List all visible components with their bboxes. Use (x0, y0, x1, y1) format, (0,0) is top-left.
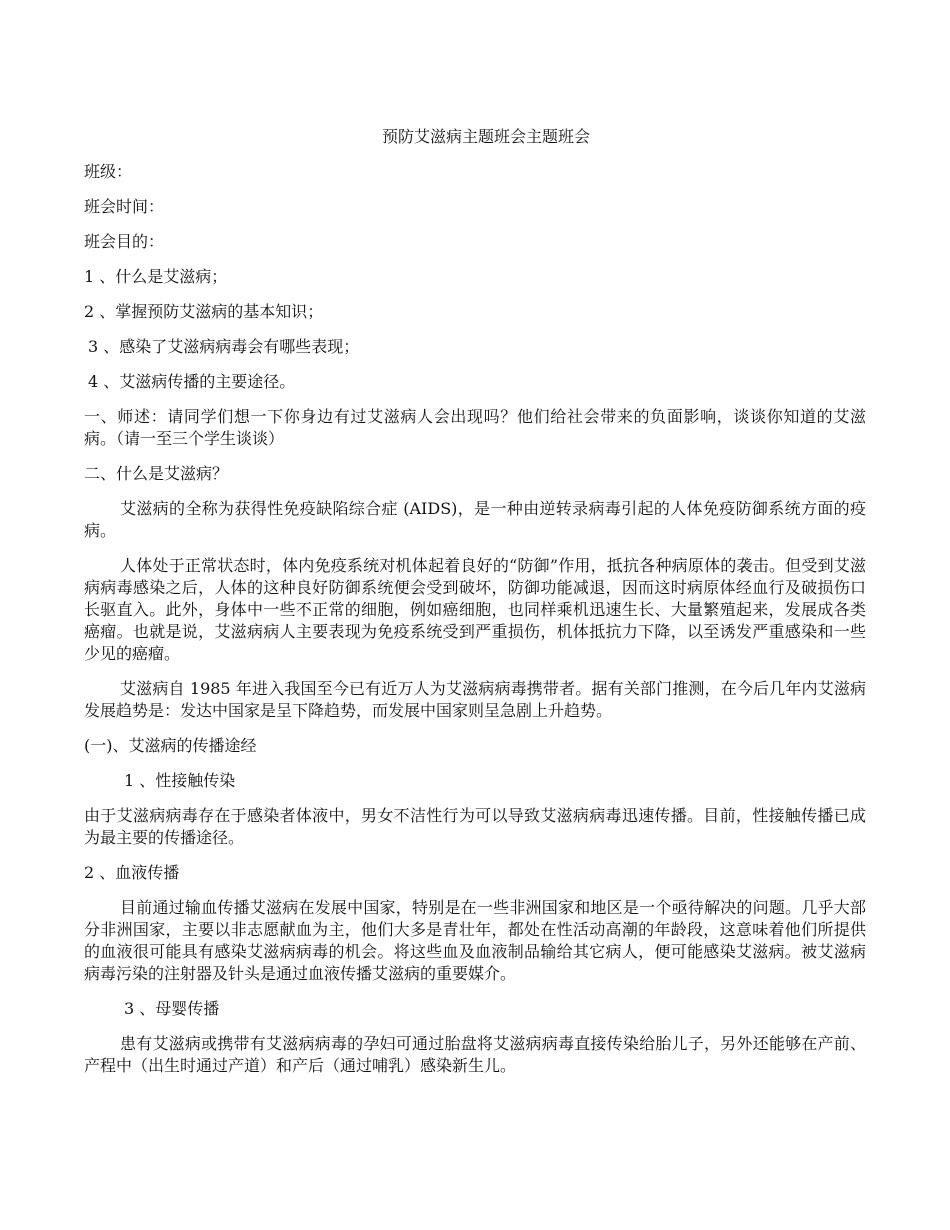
sexual-transmission-heading: 1 、性接触传染 (124, 771, 236, 790)
meeting-purpose-label: 班会目的： (84, 232, 165, 251)
goal-item: 4 、艾滋病传播的主要途径。 (88, 372, 296, 391)
aids-definition-paragraph: 艾滋病的全称为获得性免疫缺陷综合症 (AIDS)，是一种由逆转录病毒引起的人体免疫防御系统方面的疫病。 (84, 499, 866, 540)
goal-item: 1 、什么是艾滋病； (84, 267, 228, 286)
sexual-transmission-paragraph: 由于艾滋病病毒存在于感染者体液中，男女不洁性行为可以导致艾滋病病毒迅速传播。目前，性接触传播已成为最主要的传播途径。 (84, 806, 866, 847)
blood-transmission-heading: 2 、血液传播 (84, 863, 180, 882)
document-title: 预防艾滋病主题班会主题班会 (381, 127, 590, 146)
aids-trend-paragraph: 艾滋病自 1985 年进入我国至今已有近万人为艾滋病病毒携带者。据有关部门推测，在今后几年内艾滋病发展趋势是：发达中国家是呈下降趋势，而发展中国家则呈急剧上升趋势。 (84, 679, 866, 720)
teacher-intro-paragraph: 一、师述：请同学们想一下你身边有过艾滋病人会出现吗？他们给社会带来的负面影响，谈谈你知道的艾滋病。（请一至三个学生谈谈） (84, 407, 866, 448)
meeting-time-label: 班会时间： (84, 197, 165, 216)
section-heading-what-is-aids: 二、什么是艾滋病？ (84, 464, 229, 483)
class-label: 班级： (84, 162, 133, 181)
goal-item: 2 、掌握预防艾滋病的基本知识； (84, 302, 324, 321)
goal-item: 3 、感染了艾滋病病毒会有哪些表现； (88, 337, 360, 356)
mother-infant-transmission-paragraph: 患有艾滋病或携带有艾滋病病毒的孕妇可通过胎盘将艾滋病病毒直接传染给胎儿子，另外还能够在产前、产程中（出生时通过产道）和产后（通过哺乳）感染新生儿。 (84, 1034, 866, 1075)
transmission-routes-heading: (一)、艾滋病的传播途经 (84, 736, 257, 755)
mother-infant-transmission-heading: 3 、母婴传播 (124, 999, 220, 1018)
immune-system-paragraph: 人体处于正常状态时，体内免疫系统对机体起着良好的“防御”作用，抵抗各种病原体的袭击。但受到艾滋病病毒感染之后，人体的这种良好防御系统便会受到破坏，防御功能减退，因而这时病原体经血行及破损伤口长驱直入。此外，身体中一些不正常的细胞，例如癌细胞，也同样乘机迅速生长、大量繁殖起来，发展成各类癌瘤。也就是说，艾滋病病人主要表现为免疫系统受到严重损伤，机体抵抗力下降，以至诱发严重感染和一些少见的癌瘤。 (84, 556, 866, 663)
blood-transmission-paragraph: 目前通过输血传播艾滋病在发展中国家，特别是在一些非洲国家和地区是一个亟待解决的问题。几乎大部分非洲国家，主要以非志愿献血为主，他们大多是青壮年，都处在性活动高潮的年龄段，这意味着他们所提供的血液很可能具有感染艾滋病病毒的机会。将这些血及血液制品输给其它病人，便可能感染艾滋病。被艾滋病病毒污染的注射器及针头是通过血液传播艾滋病的重要媒介。 (84, 898, 866, 983)
